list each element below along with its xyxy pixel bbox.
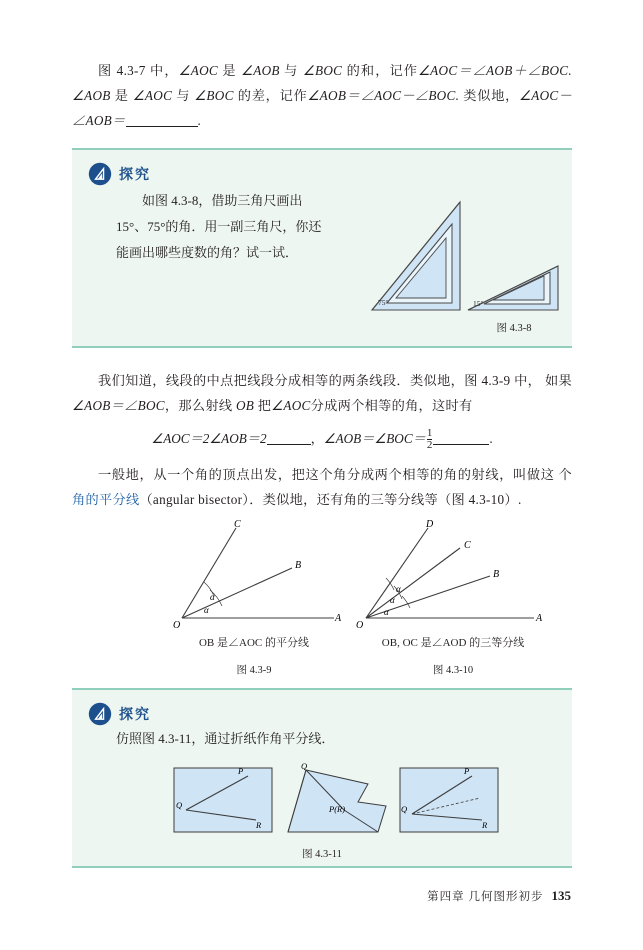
label-A: A xyxy=(335,613,342,624)
text-fragment: 是 xyxy=(110,88,133,103)
explore-label-1: 探究 xyxy=(119,168,151,183)
label-alpha-1: α xyxy=(210,592,215,602)
label-Q: Q xyxy=(176,800,183,810)
explore-box-1 xyxy=(72,148,572,348)
text-fragment: （angular bisector）．类似地，还有角的三等分线等（图 4.3-10）. xyxy=(139,492,522,507)
angle-aoc-3: ∠AOC xyxy=(271,398,311,413)
text-fragment: 能画出哪些度数的角？试一试． xyxy=(116,245,299,260)
explore-body-line-1 xyxy=(116,188,322,214)
figure-4-3-8 xyxy=(360,188,568,318)
label-O: O xyxy=(356,620,364,630)
fraction-denominator: 2 xyxy=(426,439,433,452)
explore-header-2 xyxy=(72,690,572,726)
explore-header-1 xyxy=(72,150,572,186)
equation-aob-half: ∠AOB＝∠BOC＝ xyxy=(323,431,426,446)
text-fragment: 图 4.3-7 中， xyxy=(98,63,179,78)
angle-label-15: 15° xyxy=(473,299,484,308)
figure-note-4-3-9: OB 是∠AOC 的平分线 xyxy=(198,637,309,649)
angle-aob: ∠AOB xyxy=(241,63,280,78)
angle-aoc: ∠AOC xyxy=(178,63,219,78)
label-D: D xyxy=(426,520,434,530)
explore-body-line-3 xyxy=(116,240,322,266)
text-fragment: 仿照图 4.3-11，通过折纸作角平分线． xyxy=(116,731,335,746)
mid-paragraph-block xyxy=(72,368,572,512)
explore-box-2 xyxy=(72,688,572,868)
label-B: B xyxy=(295,560,302,571)
figure-caption-4-3-9: 图 4.3-9 xyxy=(236,665,272,676)
figure-caption-4-3-8: 图 4.3-8 xyxy=(496,323,532,334)
label-alpha-2: α xyxy=(204,605,209,615)
label-B: B xyxy=(493,569,500,580)
explore-body-2 xyxy=(72,726,572,752)
label-P: P xyxy=(238,766,244,776)
footer-chapter-title: 第四章 几何图形初步 xyxy=(427,891,544,903)
figure-4-3-10 xyxy=(348,520,558,677)
ray-ob: OB xyxy=(235,398,255,413)
text-fragment: 如图 4.3-8，借助三角尺画出 xyxy=(142,193,303,208)
equation-aob-eq-boc: ∠AOB＝∠BOC xyxy=(72,398,165,413)
figure-caption-4-3-11: 图 4.3-11 xyxy=(302,849,342,860)
text-fragment: . xyxy=(489,431,493,446)
text-fragment: 与 xyxy=(172,88,195,103)
label-C: C xyxy=(234,520,241,530)
angle-aoc-2: ∠AOC xyxy=(132,88,173,103)
text-fragment: 与 xyxy=(279,63,303,78)
text-fragment: 15°、75°的角．用一副三角尺，你还 xyxy=(116,219,322,234)
text-fragment: 如果 xyxy=(544,373,572,388)
equation-aoc-double: ∠AOC＝2∠AOB＝2 xyxy=(151,431,267,446)
text-fragment: ， xyxy=(310,431,324,446)
equation-fill-in: ∠AOC－∠AOB＝ xyxy=(72,88,572,128)
text-fragment: 类似地， xyxy=(463,88,520,103)
label-P-R: P(R) xyxy=(329,804,346,814)
label-alpha-2: α xyxy=(390,595,395,605)
paragraph-bisector-intro xyxy=(72,368,572,418)
figure-pair-block xyxy=(72,520,572,680)
fraction-one-half xyxy=(427,428,433,452)
text-fragment: 的和，记作 xyxy=(342,63,419,78)
paragraph-bisector-definition xyxy=(72,462,572,512)
fold-figure-c xyxy=(400,766,498,832)
set-square-45 xyxy=(372,202,460,310)
top-paragraph-block xyxy=(72,58,572,133)
fold-figure-a xyxy=(174,766,272,832)
label-R: R xyxy=(482,820,488,830)
label-P: P xyxy=(464,766,470,776)
angle-label-75: 75° xyxy=(378,298,389,307)
explore-body-1 xyxy=(72,186,342,266)
text-fragment: ，那么射线 xyxy=(164,398,236,413)
paragraph-sum-difference xyxy=(72,58,572,133)
footer-page-number: 135 xyxy=(551,888,571,903)
label-C: C xyxy=(464,540,471,551)
label-alpha-1: α xyxy=(396,584,401,594)
text-fragment: . xyxy=(197,113,202,128)
angle-boc-2: ∠BOC xyxy=(194,88,234,103)
centered-equation-line xyxy=(72,424,572,454)
text-fragment: 是 xyxy=(218,63,242,78)
text-fragment: 我们知道，线段的中点把线段分成相等的两条线段．类似地，图 4.3-9 中， xyxy=(98,373,542,388)
label-Q: Q xyxy=(301,762,308,771)
fill-in-blank xyxy=(267,431,311,445)
figure-caption-4-3-10: 图 4.3-10 xyxy=(432,665,474,676)
label-O: O xyxy=(173,620,181,630)
label-R: R xyxy=(256,820,262,830)
text-fragment: 的差，记作 xyxy=(233,88,308,103)
figure-note-4-3-10: OB, OC 是∠AOD 的三等分线 xyxy=(381,637,525,649)
equation-difference: ∠AOB＝∠AOC－∠BOC. xyxy=(307,88,460,103)
explore-triangle-icon xyxy=(88,702,112,726)
label-A: A xyxy=(536,613,543,624)
label-Q: Q xyxy=(401,804,408,814)
angle-boc: ∠BOC xyxy=(302,63,343,78)
text-fragment: 一般地，从一个角的顶点出发，把这个角分成两个相等的角的射线，叫做这 xyxy=(98,467,555,482)
fill-in-blank xyxy=(433,431,489,445)
term-angle-bisector: 角的平分线 xyxy=(72,492,140,507)
figure-4-3-11 xyxy=(172,762,502,840)
fold-figure-b xyxy=(288,762,386,832)
figure-4-3-9 xyxy=(164,520,344,677)
text-fragment: 个 xyxy=(558,467,572,482)
explore-triangle-icon xyxy=(88,162,112,186)
text-fragment: 把 xyxy=(254,398,272,413)
angle-aob-2: ∠AOB xyxy=(72,88,111,103)
fraction-numerator: 1 xyxy=(426,426,433,439)
explore-body-line-2 xyxy=(116,214,322,240)
equation-sum: ∠AOC＝∠AOB＋∠BOC. xyxy=(418,63,572,78)
fill-in-blank xyxy=(126,113,198,127)
label-alpha-3: α xyxy=(384,607,389,617)
text-fragment: 分成两个相等的角，这时有 xyxy=(310,398,473,413)
page-footer xyxy=(427,888,571,904)
explore-label-2: 探究 xyxy=(119,708,151,723)
